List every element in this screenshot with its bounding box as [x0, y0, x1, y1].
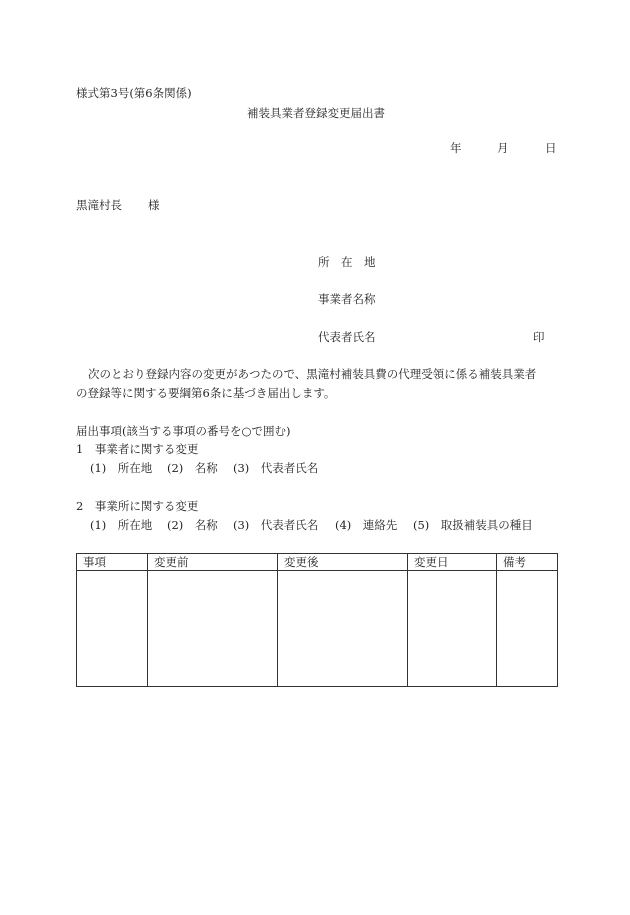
- cell-after[interactable]: [278, 571, 408, 687]
- section-1-title: 1 事業者に関する変更: [76, 442, 199, 456]
- location-label: 所 在 地: [318, 255, 376, 269]
- date-year-label: 年: [450, 141, 462, 155]
- section-2-title: 2 事業所に関する変更: [76, 499, 199, 513]
- form-number: 様式第3号(第6条関係): [76, 86, 192, 100]
- date-day-label: 日: [545, 141, 557, 155]
- section-2-option-4: (4) 連絡先: [335, 518, 398, 532]
- section-2-option-1: (1) 所在地: [90, 518, 153, 532]
- items-heading: 届出事項(該当する事項の番号を○で囲む): [76, 424, 291, 438]
- representative-label: 代表者氏名: [318, 330, 376, 344]
- section-2-option-2: (2) 名称: [167, 518, 218, 532]
- seal-mark: 印: [533, 330, 545, 344]
- table-row: [77, 571, 558, 687]
- section-1-option-2: (2) 名称: [167, 461, 218, 475]
- header-remarks: 備考: [497, 554, 558, 571]
- body-text-line-2: の登録等に関する要綱第6条に基づき届出します。: [76, 386, 336, 400]
- cell-change-date[interactable]: [408, 571, 497, 687]
- date-month-label: 月: [497, 141, 509, 155]
- business-name-label: 事業者名称: [318, 292, 376, 306]
- section-1-option-1: (1) 所在地: [90, 461, 153, 475]
- cell-before[interactable]: [148, 571, 278, 687]
- section-1-option-3: (3) 代表者氏名: [233, 461, 319, 475]
- section-2-option-5: (5) 取扱補装具の種目: [413, 518, 533, 532]
- document-title: 補装具業者登録変更届出書: [247, 106, 385, 120]
- cell-item[interactable]: [77, 571, 148, 687]
- addressee-honorific: 様: [148, 198, 160, 212]
- header-item: 事項: [77, 554, 148, 571]
- body-text-line-1: 次のとおり登録内容の変更があつたので、黒滝村補装具費の代理受領に係る補装具業者: [88, 367, 537, 381]
- header-before: 変更前: [148, 554, 278, 571]
- addressee-name: 黒滝村長: [76, 198, 122, 212]
- table-header-row: [77, 554, 558, 571]
- cell-remarks[interactable]: [497, 571, 558, 687]
- section-2-option-3: (3) 代表者氏名: [233, 518, 319, 532]
- header-after: 変更後: [278, 554, 408, 571]
- changes-table: [76, 553, 558, 687]
- header-change-date: 変更日: [408, 554, 497, 571]
